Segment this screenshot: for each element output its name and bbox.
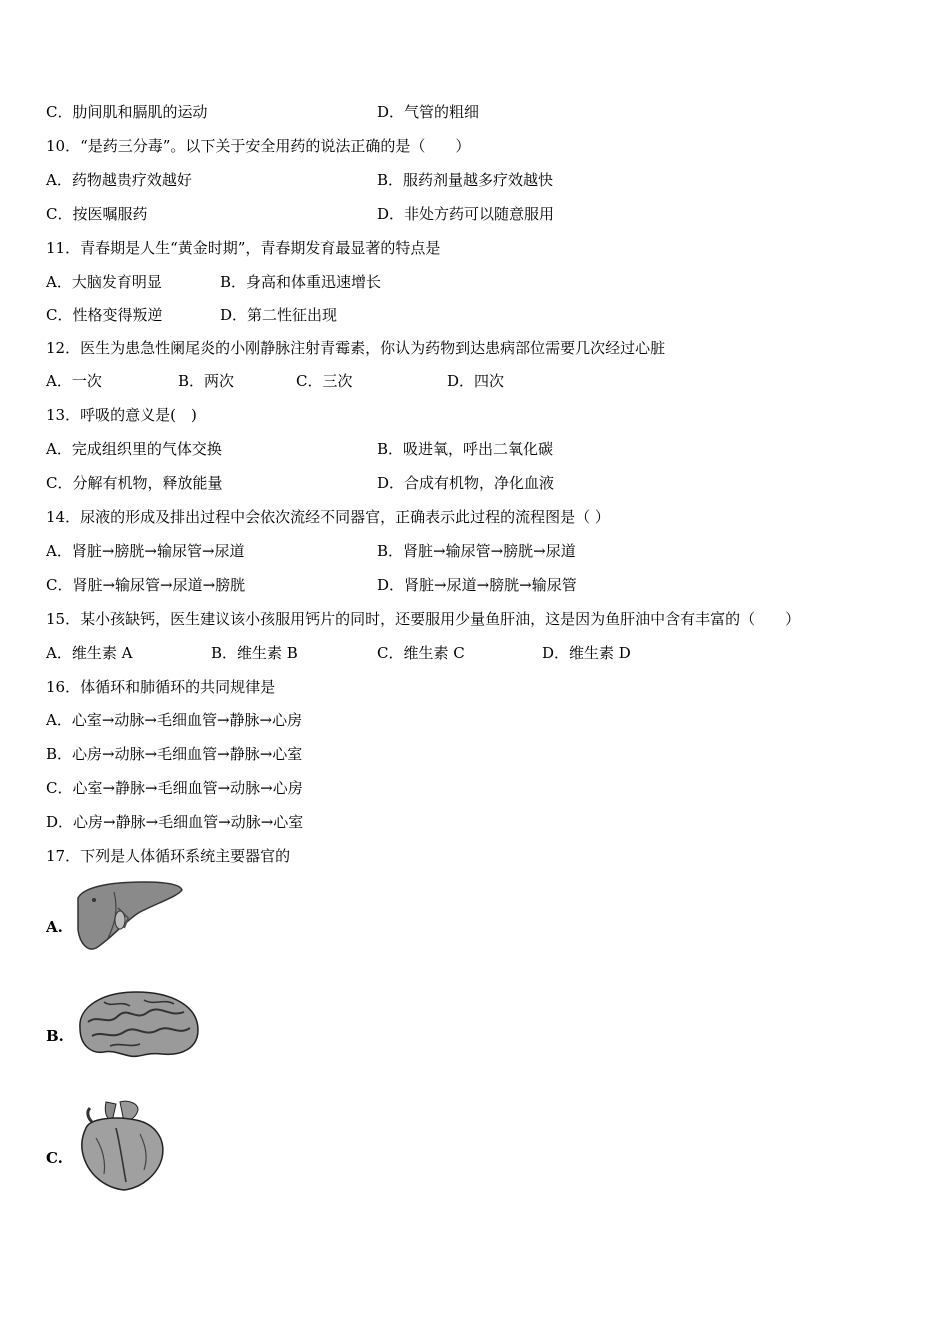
q17-option-b-label: B. — [46, 1027, 64, 1045]
q11-option-c: C．性格变得叛逆 — [46, 306, 163, 324]
q11-option-a: A．大脑发育明显 — [46, 273, 162, 291]
q12-option-d: D．四次 — [447, 372, 505, 390]
q17-option-a-label: A. — [46, 918, 63, 936]
q12-option-c: C．三次 — [296, 372, 353, 390]
q16-stem: 16．体循环和肺循环的共同规律是 — [46, 678, 276, 696]
q14-stem: 14．尿液的形成及排出过程中会依次流经不同器官，正确表示此过程的流程图是（ ） — [46, 508, 610, 526]
q10-option-a: A．药物越贵疗效越好 — [46, 171, 192, 189]
q13-option-a: A．完成组织里的气体交换 — [46, 440, 222, 458]
q10-option-b: B．服药剂量越多疗效越快 — [377, 171, 554, 189]
q14-option-d: D．肾脏→尿道→膀胱→输尿管 — [377, 576, 577, 594]
brain-image — [74, 988, 202, 1060]
q15-option-d: D．维生素 D — [542, 644, 631, 662]
q12-stem: 12．医生为患急性阑尾炎的小刚静脉注射青霉素，你认为药物到达患病部位需要几次经过心脏 — [46, 339, 666, 357]
q17-stem: 17．下列是人体循环系统主要器官的 — [46, 847, 291, 865]
q15-option-a: A．维生素 A — [46, 644, 133, 662]
q13-stem: 13．呼吸的意义是( ) — [46, 406, 197, 424]
q16-option-c: C．心室→静脉→毛细血管→动脉→心房 — [46, 779, 303, 797]
q16-option-d: D．心房→静脉→毛细血管→动脉→心室 — [46, 813, 304, 831]
q13-option-c: C．分解有机物，释放能量 — [46, 474, 223, 492]
q10-option-c: C．按医嘱服药 — [46, 205, 148, 223]
q16-option-b: B．心房→动脉→毛细血管→静脉→心室 — [46, 745, 303, 763]
q9-option-d: D．气管的粗细 — [377, 103, 480, 121]
q10-option-d: D．非处方药可以随意服用 — [377, 205, 555, 223]
q9-option-c: C．肋间肌和膈肌的运动 — [46, 103, 208, 121]
q13-option-b: B．吸进氧，呼出二氧化碳 — [377, 440, 554, 458]
heart-image — [76, 1098, 168, 1192]
q17-option-c-label: C. — [46, 1149, 63, 1167]
q14-option-b: B．肾脏→输尿管→膀胱→尿道 — [377, 542, 576, 560]
q10-stem: 10．“是药三分毒”。以下关于安全用药的说法正确的是（ ） — [46, 137, 471, 155]
q12-option-a: A．一次 — [46, 372, 102, 390]
q14-option-c: C．肾脏→输尿管→尿道→膀胱 — [46, 576, 246, 594]
q12-option-b: B．两次 — [178, 372, 235, 390]
q11-stem: 11．青春期是人生“黄金时期”，青春期发育最显著的特点是 — [46, 239, 441, 257]
q11-option-d: D．第二性征出现 — [220, 306, 338, 324]
q14-option-a: A．肾脏→膀胱→输尿管→尿道 — [46, 542, 245, 560]
q15-option-c: C．维生素 C — [377, 644, 465, 662]
q15-stem: 15．某小孩缺钙，医生建议该小孩服用钙片的同时，还要服用少量鱼肝油，这是因为鱼肝油中含有丰富的（ ） — [46, 610, 801, 628]
q15-option-b: B．维生素 B — [211, 644, 298, 662]
q11-option-b: B．身高和体重迅速增长 — [220, 273, 382, 291]
q13-option-d: D．合成有机物，净化血液 — [377, 474, 555, 492]
liver-image — [74, 878, 186, 952]
q16-option-a: A．心室→动脉→毛细血管→静脉→心房 — [46, 711, 303, 729]
